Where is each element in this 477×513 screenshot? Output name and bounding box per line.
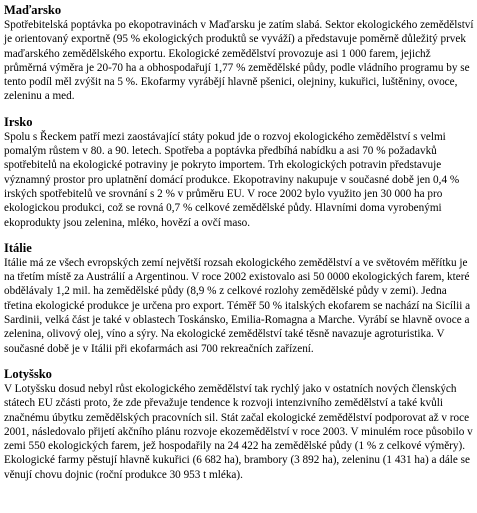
section-madarsko — [4, 3, 474, 104]
section-italie — [4, 241, 474, 356]
section-paragraph: Itálie má ze všech evropských zemí největší rozsah ekologického zemědělství a ve světovém měřítku je na třetím místě za Austrálií a Argentinou. V roce 2002 existovalo asi 50 0000 ekologických farem, které obdělávaly 1,2 mil. ha zemědělské půdy (8,9 % z celkové rozlohy zemědělské půdy v zemi). Jedna třetina ekologické produkce je určena pro export. Téměř 50 % italských ekofarem se nachází na Sicílii a Sardinii, velká část je také v oblastech Toskánsko, Emilia-Romagna a Marche. Vyrábí se hlavně ovoce a zelenina, olivový olej, víno a sýry. Na ekologické zemědělství také těsně navazuje agroturistika. V současné době je v Itálii při ekofarmách asi 700 rekreačních zařízení. — [4, 256, 471, 355]
section-heading: Maďarsko — [4, 3, 62, 17]
section-heading: Itálie — [4, 240, 32, 255]
section-lotyssko — [4, 367, 474, 482]
section-heading: Lotyšsko — [4, 366, 52, 381]
document-page — [4, 3, 474, 482]
section-paragraph: V Lotyšsku dosud nebyl růst ekologického zemědělství tak rychlý jako v ostatních nových členských státech EU zčásti proto, že zde převažuje tendence k rozvoji intenzivního zemědělství a také kvůli značnému úbytku zemědělských pracovních sil. Stát začal ekologické zemědělství podporovat až v roce 2001, následovalo přijetí akčního plánu rozvoje ekozemědělství v roce 2003. V minulém roce působilo v zemi 550 ekologických farem, jež hospodařily na 24 422 ha zemědělské půdy (1 % z celkové výměry). Ekologické farmy pěstují hlavně kukuřici (6 682 ha), brambory (3 892 ha), zeleninu (1 431 ha) a dále se věnují chovu dojnic (roční produkce 30 953 t mléka). — [4, 382, 473, 481]
section-irsko — [4, 115, 474, 230]
section-heading: Irsko — [4, 114, 33, 129]
section-paragraph: Spolu s Řeckem patří mezi zaostávající státy pokud jde o rozvoj ekologického zemědělství s velmi pomalým růstem v 80. a 90. letech. Spotřeba a poptávka předbíhá nabídku a asi 70 % požadavků spotřebitelů na ekologické potraviny je pokryto importem. Trh ekologických potravin představuje významný prostor pro uplatnění domácí produkce. Ekopotraviny nakupuje v současné době jen 0,4 % irských spotřebitelů ve srovnání s 2 % v průměru EU. V roce 2002 bylo využito jen 30 000 ha pro ekologickou produkci, což se rovná 0,7 % celkové zemědělské půdy. Hlavními doma vyrobenými ekoprodukty jsou zelenina, mléko, hovězí a ovčí maso. — [4, 130, 460, 229]
section-paragraph: Spotřebitelská poptávka po ekopotravinách v Maďarsku je zatím slabá. Sektor ekologického zemědělství je orientovaný exportně (95 % ekologických produktů se vyváží) a představuje poměrně důležitý prvek maďarského zemědělského exportu. Ekologické zemědělství provozuje asi 1 000 farem, jejichž průměrná výměra je 20-70 ha a obhospodařují 1,77 % zemědělské půdy, podle vládního programu by se tento podíl měl zvýšit na 5 %. Ekofarmy vyrábějí hlavně pšenici, olejniny, kukuřici, luštěniny, ovoce, zeleninu a med. — [4, 19, 474, 103]
